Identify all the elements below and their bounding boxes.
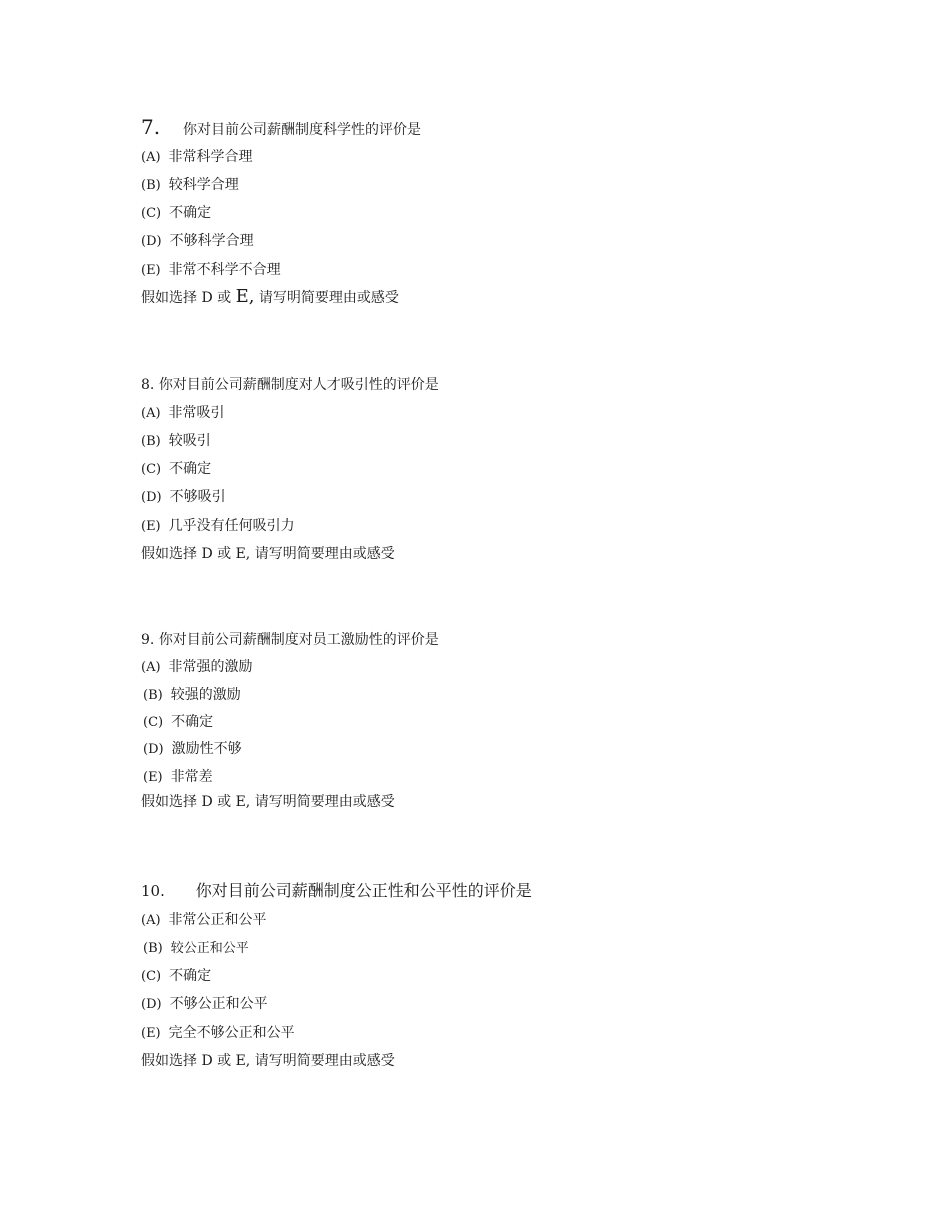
option-c: (C) 不确定 — [141, 461, 212, 477]
option-b: (B) 较公正和公平 — [143, 941, 249, 956]
option-d: (D) 激励性不够 — [143, 741, 242, 757]
question-number: 8. — [141, 377, 155, 393]
question-title: 你对目前公司薪酬制度公正性和公平性的评价是 — [195, 881, 532, 900]
question-number: 7. — [141, 115, 161, 139]
option-e: (E) 几乎没有任何吸引力 — [141, 518, 295, 534]
question-8-note: 假如选择 D 或 E, 请写明简要理由或感受 — [141, 546, 395, 562]
question-7-heading — [141, 115, 421, 139]
question-title: 你对目前公司薪酬制度对人才吸引性的评价是 — [158, 377, 439, 393]
question-number: 10. — [141, 882, 165, 900]
question-9-heading — [141, 631, 439, 649]
option-b: (B) 较吸引 — [141, 433, 211, 449]
option-a: (A) 非常吸引 — [141, 405, 225, 421]
question-title: 你对目前公司薪酬制度对员工激励性的评价是 — [158, 632, 439, 648]
option-c: (C) 不确定 — [141, 968, 212, 984]
option-a: (A) 非常科学合理 — [141, 149, 253, 165]
question-7-note: 假如选择 D 或 E, 请写明简要理由或感受 — [141, 286, 399, 307]
option-b: (B) 较科学合理 — [141, 177, 239, 193]
question-10-note: 假如选择 D 或 E, 请写明简要理由或感受 — [141, 1053, 395, 1069]
option-b: (B) 较强的激励 — [143, 687, 241, 703]
option-c: (C) 不确定 — [141, 205, 212, 221]
option-d: (D) 不够公正和公平 — [141, 996, 268, 1012]
option-a: (A) 非常强的激励 — [141, 659, 253, 675]
option-d: (D) 不够科学合理 — [141, 233, 254, 249]
option-c: (C) 不确定 — [143, 714, 214, 730]
option-e: (E) 非常差 — [143, 769, 213, 785]
question-title: 你对目前公司薪酬制度科学性的评价是 — [183, 122, 421, 138]
option-d: (D) 不够吸引 — [141, 489, 226, 505]
question-8-heading — [141, 376, 439, 394]
question-number: 9. — [141, 632, 155, 648]
option-e: (E) 完全不够公正和公平 — [141, 1025, 295, 1041]
option-a: (A) 非常公正和公平 — [141, 912, 267, 928]
option-e: (E) 非常不科学不合理 — [141, 262, 281, 278]
question-10-heading — [141, 882, 532, 901]
question-9-note: 假如选择 D 或 E, 请写明简要理由或感受 — [141, 794, 395, 810]
